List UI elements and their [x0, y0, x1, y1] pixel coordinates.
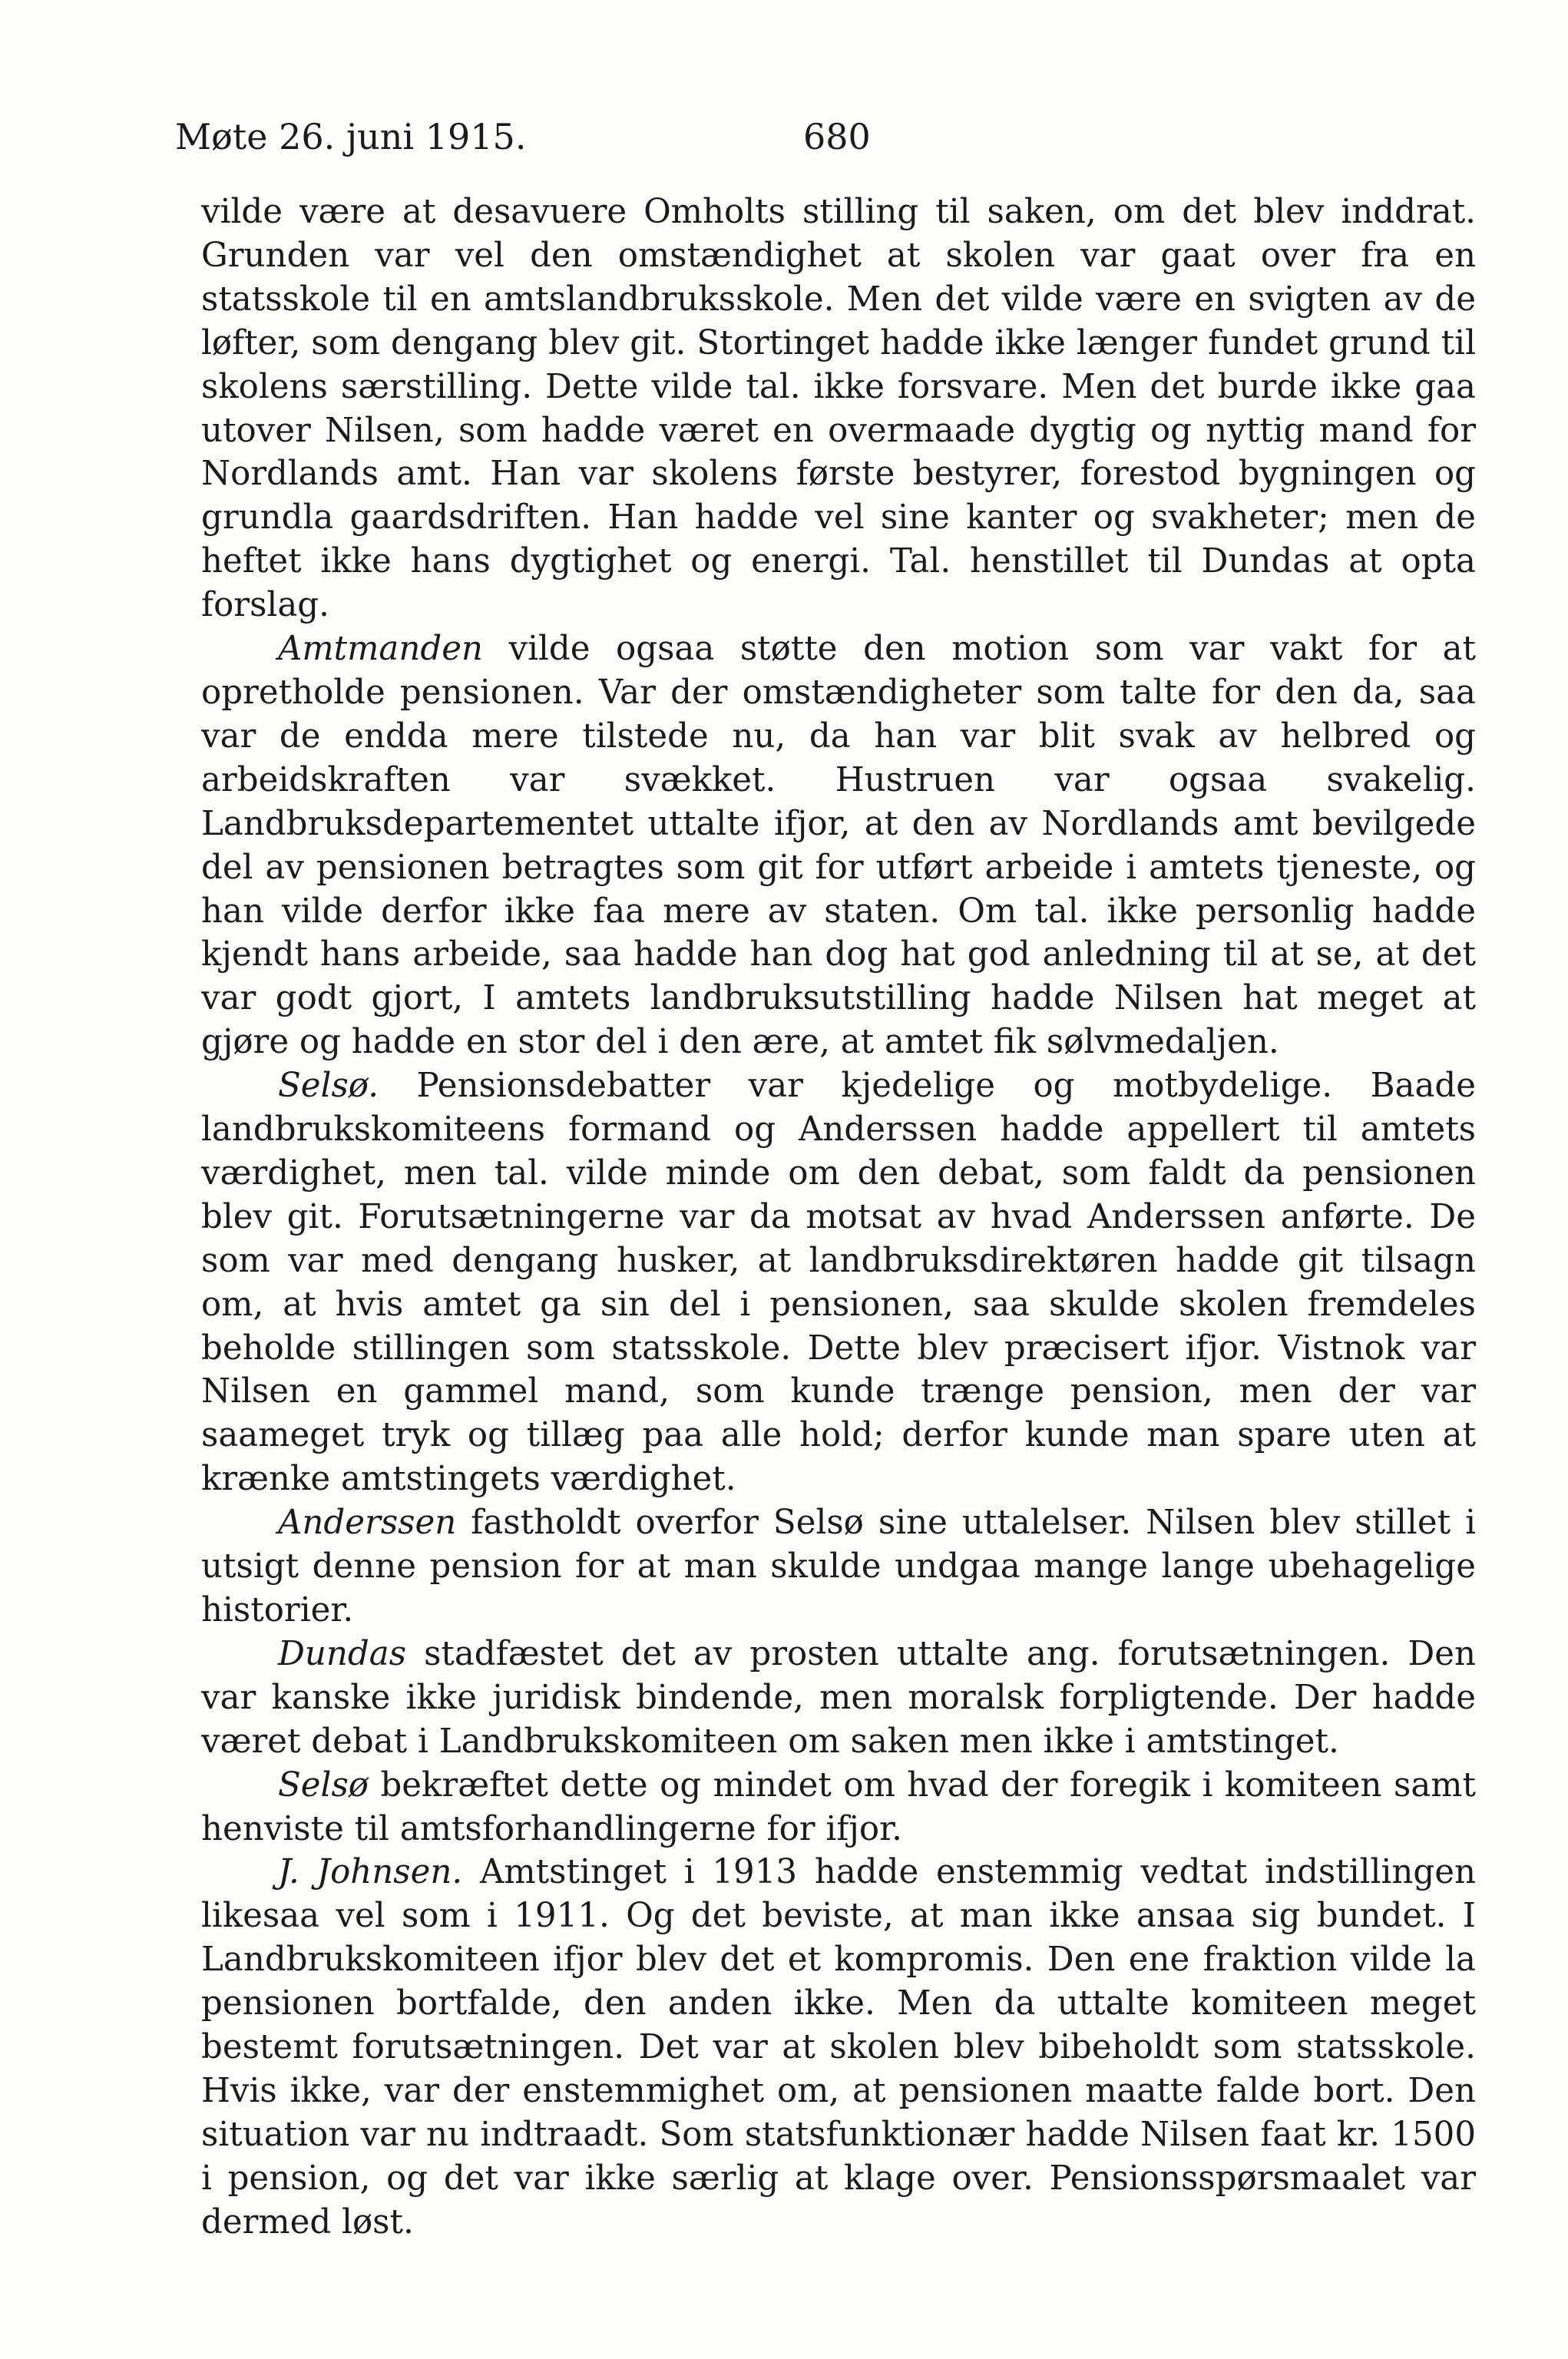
meeting-date: Møte 26. juni 1915.	[175, 116, 527, 157]
paragraph-text: Pensionsdebatter var kjedelige og motbydelige. Baade landbrukskomiteens formand og Anderssen hadde appellert til amtets værdighet, men tal. vilde minde om den debat, som faldt da pensionen blev git. Forutsætningerne var da motsat av hvad Anderssen anførte. De som var med dengang husker, at landbruksdirektøren hadde git tilsagn om, at hvis amtet ga sin del i pensionen, saa skulde skolen fremdeles beholde stillingen som statsskole. Dette blev præcisert ifjor. Vistnok var Nilsen en gammel mand, som kunde trænge pension, men der var saameget tryk og tillæg paa alle hold; derfor kunde man spare uten at krænke amtstingets værdighet.	[201, 1067, 1476, 1499]
paragraph	[201, 1764, 1476, 1851]
paragraph	[201, 1633, 1476, 1764]
speaker-name: Selsø	[278, 1765, 369, 1805]
paragraph	[201, 1501, 1476, 1633]
speaker-name: Anderssen	[278, 1504, 457, 1543]
paragraph-text: stadfæstet det av prosten uttalte ang. forutsætningen. Den var kanske ikke juridisk bindende, men moralsk forpligtende. Der hadde været debat i Landbrukskomiteen om saken men ikke i amtstinget.	[201, 1634, 1476, 1761]
body-text	[201, 190, 1476, 2245]
speaker-name: Amtmanden	[278, 630, 483, 669]
paragraph	[201, 1851, 1476, 2244]
paragraph	[201, 627, 1476, 1064]
speaker-name: J. Johnsen.	[278, 1853, 463, 1892]
paragraph-text: fastholdt overfor Selsø sine uttalelser. Nilsen blev stillet i utsigt denne pension for at man skulde undgaa mange lange ubehagelige historier.	[201, 1504, 1476, 1629]
paragraph-text: bekræftet dette og mindet om hvad der foregik i komiteen samt henviste til amtsforhandlingerne for ifjor.	[201, 1765, 1476, 1848]
paragraph-text: Amtstinget i 1913 hadde enstemmig vedtat indstillingen likesaa vel som i 1911. Og det beviste, at man ikke ansaa sig bundet. I Landbrukskomiteen ifjor blev det et kompromis. Den ene fraktion vilde la pensionen bortfalde, den anden ikke. Men da uttalte komiteen meget bestemt forutsætningen. Det var at skolen blev bibeholdt som statsskole. Hvis ikke, var der enstemmighet om, at pensionen maatte falde bort. Den situation var nu indtraadt. Som statsfunktionær hadde Nilsen faat kr. 1500 i pension, og det var ikke særlig at klage over. Pensionsspørsmaalet var dermed løst.	[201, 1853, 1476, 2242]
page-header	[175, 114, 1480, 160]
speaker-name: Selsø.	[278, 1067, 379, 1106]
speaker-name: Dundas	[278, 1634, 407, 1673]
page-number: 680	[803, 116, 871, 157]
paragraph	[201, 1064, 1476, 1501]
paragraph-text: vilde ogsaa støtte den motion som var vakt for at opretholde pensionen. Var der omstændigheter som talte for den da, saa var de endda mere tilstede nu, da han var blit svak av helbred og arbeidskraften var svækket. Hustruen var ogsaa svakelig. Landbruksdepartementet uttalte ifjor, at den av Nordlands amt bevilgede del av pensionen betragtes som git for utført arbeide i amtets tjeneste, og han vilde derfor ikke faa mere av staten. Om tal. ikke personlig hadde kjendt hans arbeide, saa hadde han dog hat god anledning til at se, at det var godt gjort, I amtets landbruksutstilling hadde Nilsen hat meget at gjøre og hadde en stor del i den ære, at amtet fik sølvmedaljen.	[201, 630, 1476, 1062]
paragraph-text: vilde være at desavuere Omholts stilling til saken, om det blev inddrat. Grunden var vel den omstændighet at skolen var gaat over fra en statsskole til en amtslandbruksskole. Men det vilde være en svigten av de løfter, som dengang blev git. Stortinget hadde ikke længer fundet grund til skolens særstilling. Dette vilde tal. ikke forsvare. Men det burde ikke gaa utover Nilsen, som hadde været en overmaade dygtig og nyttig mand for Nordlands amt. Han var skolens første bestyrer, forestod bygningen og grundla gaardsdriften. Han hadde vel sine kanter og svakheter; men de heftet ikke hans dygtighet og energi. Tal. henstillet til Dundas at opta forslag.	[201, 193, 1476, 625]
paragraph	[201, 190, 1476, 627]
